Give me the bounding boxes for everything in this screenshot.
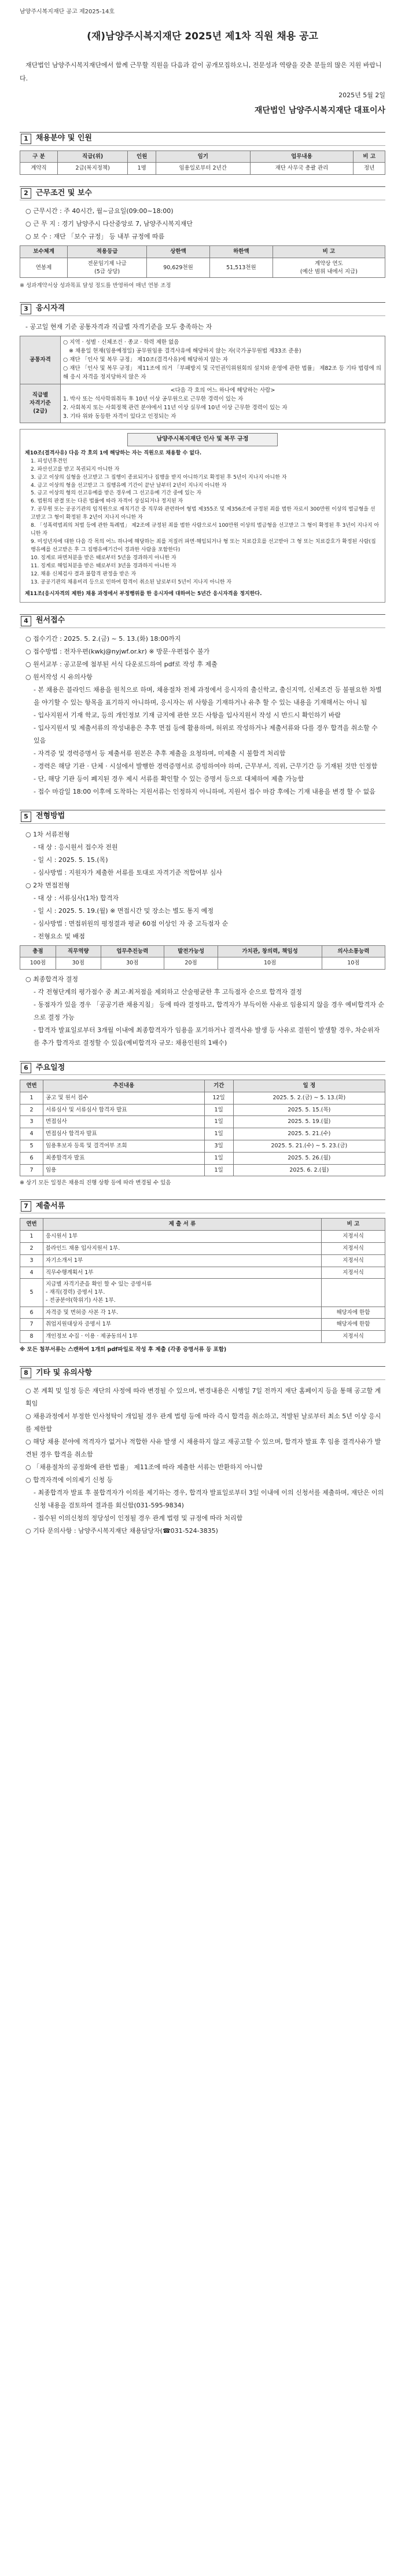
documents-note: ※ 모든 첨부서류는 스캔하여 1개의 pdf파일로 작성 후 제출 (각종 증명서류 등 포함) bbox=[20, 1346, 227, 1353]
table-cell: 1명 bbox=[128, 163, 156, 175]
section-title: 근무조건 및 보수 bbox=[36, 188, 92, 197]
table-row bbox=[20, 1267, 385, 1279]
list-item: - 일 시 : 2025. 5. 19.(월) ※ 면접시간 및 장소는 별도 통지 예정 bbox=[34, 907, 214, 915]
section-title: 전형방법 bbox=[36, 812, 65, 821]
list-item: ○ 해당 채용 분야에 적격자가 없거나 적합한 사유 발생 시 채용하지 않고 재공고할 수 있으며, 합격자 발표 후 임용 결격사유가 발견된 경우 합격을 취소함 bbox=[25, 1438, 381, 1458]
table-cell: 4 bbox=[20, 1128, 43, 1140]
table-header: 상한액 bbox=[147, 246, 210, 258]
table-header: 적용등급 bbox=[68, 246, 147, 258]
schedule-table bbox=[20, 1080, 385, 1176]
table-cell: 자기소개서 1부 bbox=[43, 1254, 322, 1267]
section-number: 7 bbox=[21, 1201, 31, 1212]
table-cell: 취업지원대상자 증명서 1부 bbox=[43, 1319, 322, 1331]
section-title: 응시자격 bbox=[36, 304, 65, 313]
grade-head: <다음 각 호의 어느 하나에 해당하는 사람> bbox=[170, 387, 275, 394]
list-item: ○ 채용과정에서 부정한 인사청탁이 개입될 경우 관계 법령 등에 따라 즉시 합격을 취소하고, 적발된 날로부터 최소 5년 이상 응시를 제한함 bbox=[25, 1412, 381, 1433]
table-cell: 계약상 연도 (예산 범위 내에서 지급) bbox=[273, 258, 385, 278]
table-row bbox=[20, 1152, 385, 1164]
table-header: 직급(위) bbox=[57, 151, 127, 163]
table-cell: 5 bbox=[20, 1279, 43, 1307]
list-item: 4. 금고 이상의 형을 선고받고 그 집행유예 기간이 끝난 날부터 2년이 지나지 아니한 자 bbox=[31, 482, 227, 489]
table-header: 연번 bbox=[20, 1219, 43, 1231]
section-number: 4 bbox=[21, 616, 31, 626]
documents-table bbox=[20, 1218, 385, 1342]
table-cell: 30점 bbox=[56, 957, 101, 970]
box-title: 남양주시복지재단 인사 및 복무 규정 bbox=[127, 433, 278, 446]
table-cell: 2025. 6. 2.(월) bbox=[233, 1164, 385, 1176]
list-item: 9. 미성년자에 대한 다음 각 목의 어느 하나에 해당하는 죄를 저질러 파면·해임되거나 형 또는 치료감호를 선고받아 그 형 또는 치료감호가 확정된 사람(집행유예를 선고받은 후 그 집행유예기간이 경과한 사람을 포함한다) bbox=[31, 539, 376, 553]
list-item: 13. 공공기관의 채용비리 등으로 인하여 합격이 취소된 날로부터 5년이 지나지 아니한 자 bbox=[31, 579, 232, 585]
section-number: 5 bbox=[21, 812, 31, 822]
list-item: - 동점자가 있을 경우 「공공기관 채용지침」 등에 따라 결정하고, 합격자가 부득이한 사유로 임용되지 않을 경우 예비합격자 순으로 결정 가능 bbox=[34, 1001, 385, 1022]
table-cell: 2급(복지정책) bbox=[57, 163, 127, 175]
table-row bbox=[20, 1319, 385, 1331]
notice-number: 남양주시복지재단 공고 제2025-14호 bbox=[20, 9, 115, 15]
table-header: 업무추진능력 bbox=[101, 945, 164, 957]
table-cell bbox=[322, 1279, 385, 1307]
table-cell: 1 bbox=[20, 1231, 43, 1243]
interview-score-table bbox=[20, 945, 385, 970]
list-item: - 입사지원서 및 제출서류의 작성내용은 추후 면접 등에 활용하며, 허위로 작성하거나 제출서류와 다를 경우 합격을 취소할 수 있음 bbox=[34, 724, 378, 744]
table-header: 기간 bbox=[204, 1080, 233, 1092]
table-row bbox=[20, 1231, 385, 1243]
table-row bbox=[20, 1331, 385, 1343]
grade-label: 직급별 자격기준 (2급) bbox=[20, 384, 61, 423]
table-cell: 1일 bbox=[204, 1128, 233, 1140]
list-item: 10. 징계로 파면처분을 받은 때로부터 5년을 경과하지 아니한 자 bbox=[31, 555, 176, 561]
table-cell: 1일 bbox=[204, 1164, 233, 1176]
table-cell: 2025. 5. 19.(월) bbox=[233, 1116, 385, 1128]
section-3-header bbox=[20, 302, 385, 316]
box-foot: 제11조(응시자격의 제한) 채용 과정에서 부정행위를 한 응시자에 대하여는 5년간 응시자격을 정지한다. bbox=[25, 590, 262, 597]
table-header: 비 고 bbox=[322, 1219, 385, 1231]
section-2-header bbox=[20, 186, 385, 200]
table-cell: 응시원서 1부 bbox=[43, 1231, 322, 1243]
table-cell: 7 bbox=[20, 1319, 43, 1331]
table-header: 총점 bbox=[20, 945, 56, 957]
common-requirements bbox=[61, 336, 385, 384]
salary-table bbox=[20, 245, 385, 278]
list-item: - 본 채용은 블라인드 채용을 원칙으로 하며, 채용절차 전체 과정에서 응시자의 출신학교, 출신지역, 신체조건 등 불필요한 차별을 야기할 수 있는 항목을 표기하지 아니하며, 응시자는 위 사항을 기재하거나 유추 할 수 있는 내용을 기재해서는 아니 됨 bbox=[34, 685, 382, 706]
table-row bbox=[20, 1279, 385, 1307]
table-header: 하한액 bbox=[209, 246, 273, 258]
signer: 재단법인 남양주시복지재단 대표이사 bbox=[254, 106, 385, 116]
table-row bbox=[20, 1092, 385, 1104]
table-cell: 10점 bbox=[218, 957, 322, 970]
work-location: ○ 근 무 지 : 경기 남양주시 다산중앙로 7, 남양주시복지재단 bbox=[25, 220, 193, 228]
table-cell: 지정서식 bbox=[322, 1242, 385, 1254]
table-header: 비 고 bbox=[354, 151, 385, 163]
qualification-table bbox=[20, 336, 385, 424]
table-cell: 2025. 5. 26.(월) bbox=[233, 1152, 385, 1164]
interview-head: ○ 2차 면접전형 bbox=[25, 881, 70, 889]
table-cell: 3 bbox=[20, 1116, 43, 1128]
table-cell: 공고 및 원서 접수 bbox=[43, 1092, 205, 1104]
notice-date: 2025년 5월 2일 bbox=[338, 91, 385, 100]
list-item: - 합격자 발표일로부터 3개월 이내에 최종합격자가 임용을 포기하거나 결격사유 발생 등 사유로 결원이 발생할 경우, 차순위자를 추가 합격자로 결정할 수 있음(예비합격자 규모: 채용인원의 1배수) bbox=[34, 1026, 380, 1047]
section-title: 제출서류 bbox=[36, 1202, 65, 1211]
section-number: 2 bbox=[21, 188, 31, 199]
table-cell: 2 bbox=[20, 1242, 43, 1254]
table-cell: 10점 bbox=[322, 957, 385, 970]
table-header: 업무내용 bbox=[250, 151, 354, 163]
table-cell: 직무수행계획서 1부 bbox=[43, 1267, 322, 1279]
list-item: 5. 금고 이상의 형의 선고유예를 받은 경우에 그 선고유예 기간 중에 있는 자 bbox=[31, 490, 202, 497]
list-item: - 접수 마감일 18:00 이후에 도착하는 지원서류는 인정하지 아니하며, 지원서 접수 마감 후에는 기재 내용을 변경 할 수 없음 bbox=[34, 787, 375, 795]
list-item: - 일 시 : 2025. 5. 15.(목) bbox=[34, 856, 108, 864]
table-cell: 면접심사 합격자 발표 bbox=[43, 1128, 205, 1140]
intro-paragraph: 재단법인 남양주시복지재단에서 함께 근무할 직원을 다음과 같이 공개모집하오니, 전문성과 역량을 갖춘 분들의 많은 지원 바랍니다. bbox=[20, 61, 382, 83]
list-item: - 경력은 해당 기관 · 단체 · 시설에서 발행한 경력증명서로 증빙하여야 하며, 근무부서, 직위, 근무기간 등 기재된 것만 인정함 bbox=[34, 762, 378, 770]
section-4-header bbox=[20, 614, 385, 628]
list-item: 12. 채용 신체검사 결과 불합격 판정을 받은 자 bbox=[31, 571, 137, 577]
table-cell: 3 bbox=[20, 1254, 43, 1267]
schedule-note: ※ 상기 모든 일정은 채용의 진행 상황 등에 따라 변경될 수 있음 bbox=[20, 1180, 171, 1187]
table-cell: 6 bbox=[20, 1152, 43, 1164]
section-8-header bbox=[20, 1366, 385, 1380]
list-item: - 입사지원서 기재 학교, 등의 개인정보 기재 금지에 관한 모든 사항을 입사지원서 작성 시 반드시 확인하기 바람 bbox=[34, 711, 341, 719]
list-item: ○ 접수기간 : 2025. 5. 2.(금) ~ 5. 13.(화) 18:00까지 bbox=[25, 634, 181, 643]
section-title: 채용분야 및 인원 bbox=[36, 134, 92, 143]
table-cell: 지급별 자격기준을 확인 할 수 있는 증명서류 - 재직(경력) 증명서 1부. - 전공분야(학위기) 사본 1부. bbox=[43, 1279, 322, 1307]
table-header: 일 정 bbox=[233, 1080, 385, 1092]
table-cell: 100점 bbox=[20, 957, 56, 970]
table-cell: 8 bbox=[20, 1331, 43, 1343]
section-number: 1 bbox=[21, 134, 31, 144]
list-item: 2. 사회복지 또는 사회정책 관련 분야에서 11년 이상 실무에 10년 이상 근무한 경력이 있는 자 bbox=[63, 404, 288, 411]
salary-line: ○ 보 수 : 재단 「보수 규정」 등 내부 규정에 따름 bbox=[25, 233, 165, 241]
table-cell: 2025. 5. 21.(수) bbox=[233, 1128, 385, 1140]
table-cell: 1일 bbox=[204, 1152, 233, 1164]
table-cell: 블라인드 채용 입사지원서 1부. bbox=[43, 1242, 322, 1254]
page-title: (재)남양주시복지재단 2025년 제1차 직원 채용 공고 bbox=[87, 30, 318, 42]
table-cell: 3일 bbox=[204, 1140, 233, 1153]
table-cell: 면접심사 bbox=[43, 1116, 205, 1128]
table-header: 가치관, 창의력, 책임성 bbox=[218, 945, 322, 957]
list-item: ○ 본 계획 및 일정 등은 재단의 사정에 따라 변경될 수 있으며, 변경내용은 시행일 7일 전까지 재단 홈페이지 등을 통해 공고할 계획임 bbox=[25, 1387, 381, 1407]
table-cell: 전문임기제 나급 (5급 상당) bbox=[68, 258, 147, 278]
table-cell: 1일 bbox=[204, 1104, 233, 1116]
box-lead: 제10조(결격사유) 다음 각 호의 1에 해당하는 자는 직원으로 채용할 수 없다. bbox=[25, 450, 202, 456]
table-cell: 임용일로부터 2년간 bbox=[156, 163, 250, 175]
list-item: ○ 재단 「인사 및 복무 규정」 제11조에 의거 「부패방지 및 국민권익위원회의 설치와 운영에 관한 법률」 제82조 등 기타 법령에 의해 응시 자격을 정지당하지 않은 자 bbox=[63, 365, 381, 381]
section-number: 3 bbox=[21, 304, 31, 314]
list-item: ○ 원서교부 : 공고문에 첨부된 서식 다운로드하여 pdf로 작성 후 제출 bbox=[25, 660, 218, 668]
table-cell: 계약직 bbox=[20, 163, 58, 175]
table-cell: 1일 bbox=[204, 1116, 233, 1128]
table-cell: 4 bbox=[20, 1267, 43, 1279]
list-item: ○ 「채용절차의 공정화에 관한 법률」 제11조에 따라 제출한 서류는 반환하지 아니함 bbox=[25, 1463, 263, 1471]
list-item: - 접수된 이의신청의 정당성이 인정될 경우 관계 법령 및 규정에 따라 처리함 bbox=[34, 1514, 243, 1522]
table-cell: 5 bbox=[20, 1140, 43, 1153]
list-item: - 자격증 및 경력증명서 등 제출서류 원본은 추후 제출을 요청하며, 미제출 시 불합격 처리함 bbox=[34, 749, 286, 757]
document-screening-head: ○ 1차 서류전형 bbox=[25, 830, 70, 838]
table-header: 직무역량 bbox=[56, 945, 101, 957]
table-row bbox=[20, 1254, 385, 1267]
section-number: 6 bbox=[21, 1063, 31, 1073]
table-cell: 지정서식 bbox=[322, 1231, 385, 1243]
table-row bbox=[20, 1164, 385, 1176]
list-item: - 단, 해당 기관 등이 폐지된 경우 제시 서류를 확인할 수 있는 증명서 등으로 대체하여 제출 가능함 bbox=[34, 775, 304, 783]
table-cell: 연봉제 bbox=[20, 258, 68, 278]
list-item: - 심사방법 : 지원자가 제출한 서류를 토대로 자격기준 적합여부 심사 bbox=[34, 868, 223, 876]
list-item: 3. 금고 이상의 실형을 선고받고 그 집행이 종료되거나 집행을 받지 아니하기로 확정된 후 5년이 지나지 아니한 자 bbox=[31, 474, 287, 480]
table-cell: 해당자에 한함 bbox=[322, 1319, 385, 1331]
section-6-header bbox=[20, 1061, 385, 1075]
table-cell: 30점 bbox=[101, 957, 164, 970]
contact-info: ○ 기타 문의사항 : 남양주시복지재단 채용담당자(☎031-524-3835) bbox=[25, 1527, 218, 1535]
table-cell: 지정서식 bbox=[322, 1254, 385, 1267]
common-label: 공통자격 bbox=[20, 336, 61, 384]
table-header: 의사소통능력 bbox=[322, 945, 385, 957]
list-item: 2. 파산선고를 받고 복권되지 아니한 자 bbox=[31, 466, 120, 472]
table-cell: 51,513천원 bbox=[209, 258, 273, 278]
list-item: - 전형요소 및 배점 bbox=[34, 932, 85, 940]
table-cell: 재단 사무국 총괄 관리 bbox=[250, 163, 354, 175]
table-header: 발전가능성 bbox=[164, 945, 218, 957]
section-title: 기타 및 유의사항 bbox=[36, 1368, 92, 1377]
list-item: 1. 박사 또는 석사학위취득 후 10년 이상 공무원으로 근무한 경력이 있는 자 bbox=[63, 395, 244, 402]
table-cell: 6 bbox=[20, 1307, 43, 1319]
table-header: 연번 bbox=[20, 1080, 43, 1092]
final-selection-head: ○ 최종합격자 결정 bbox=[25, 975, 78, 984]
list-item: ※ 채용일 현재(임용예정일) 공무원임용 결격사유에 해당하지 않는 자(국가공무원법 제33조 준용) bbox=[69, 347, 301, 354]
list-item: - 각 전형단계의 평가점수 중 최고·최저점을 제외하고 산술평균한 후 고득점자 순으로 합격자 결정 bbox=[34, 988, 302, 996]
list-item: - 심사방법 : 면접위원의 평정결과 평균 60점 이상인 자 중 고득점자 순 bbox=[34, 919, 229, 927]
table-cell: 최종합격자 발표 bbox=[43, 1152, 205, 1164]
list-item: 3. 기타 위와 동등한 자격이 있다고 인정되는 자 bbox=[63, 413, 176, 420]
list-item: - 대 상 : 응시원서 접수자 전원 bbox=[34, 843, 118, 851]
list-item: 1. 피성년후견인 bbox=[31, 458, 68, 464]
table-cell: 2025. 5. 2.(금) ~ 5. 13.(화) bbox=[233, 1092, 385, 1104]
table-cell: 서류심사 및 서류심사 합격자 발표 bbox=[43, 1104, 205, 1116]
table-row bbox=[20, 1140, 385, 1153]
table-header: 인원 bbox=[128, 151, 156, 163]
list-item: ○ 재단 「인사 및 복무 규정」 제10조(결격사유)에 해당하지 않는 자 bbox=[63, 356, 229, 363]
grade-requirements bbox=[61, 384, 385, 423]
list-item: - 대 상 : 서류심사(1차) 합격자 bbox=[34, 894, 119, 902]
table-row bbox=[20, 1242, 385, 1254]
list-item: 7. 공무원 또는 공공기관의 임직원으로 재직기간 중 직무와 관련하여 형법 제355조 및 제356조에 규정된 죄를 범한 자로서 300만원 이상의 벌금형을 선고받고 그 형이 확정된 후 2년이 지나지 아니한 자 bbox=[31, 507, 375, 521]
positions-table bbox=[20, 151, 385, 175]
table-header: 제 출 서 류 bbox=[43, 1219, 322, 1231]
list-item: 6. 법원의 판결 또는 다른 법률에 따라 자격이 상실되거나 정지된 자 bbox=[31, 498, 183, 505]
table-row bbox=[20, 1307, 385, 1319]
table-cell: 1 bbox=[20, 1092, 43, 1104]
table-cell: 2 bbox=[20, 1104, 43, 1116]
list-item: - 최종합격자 발표 후 불합격자가 이의를 제기하는 경우, 합격자 발표일로부터 3일 이내에 이의 신청서를 제출하며, 재단은 이의신청 내용을 검토하여 결과를 회신함(031-595-9834) bbox=[34, 1489, 384, 1509]
table-cell: 2025. 5. 21.(수) ~ 5. 23.(금) bbox=[233, 1140, 385, 1153]
section-1-header bbox=[20, 132, 385, 146]
table-cell: 임용 bbox=[43, 1164, 205, 1176]
table-cell: 임용후보자 등록 및 결격여부 조회 bbox=[43, 1140, 205, 1153]
table-header: 임기 bbox=[156, 151, 250, 163]
table-cell: 해당자에 한함 bbox=[322, 1307, 385, 1319]
table-cell: 2025. 5. 15.(목) bbox=[233, 1104, 385, 1116]
table-header: 구 분 bbox=[20, 151, 58, 163]
list-item: ○ 접수방법 : 전자우편(kwkj@nyjwf.or.kr) ※ 방문·우편접수 불가 bbox=[25, 647, 210, 655]
table-header: 비 고 bbox=[273, 246, 385, 258]
section-7-header bbox=[20, 1199, 385, 1213]
table-cell: 12일 bbox=[204, 1092, 233, 1104]
table-header: 보수체계 bbox=[20, 246, 68, 258]
table-cell: 7 bbox=[20, 1164, 43, 1176]
list-item: 8. 「성폭력범죄의 처벌 등에 관한 특례법」 제2조에 규정된 죄를 범한 사람으로서 100만원 이상의 벌금형을 선고받고 그 형이 확정된 후 3년이 지나지 아니한 자 bbox=[31, 523, 380, 537]
table-cell: 지정서식 bbox=[322, 1267, 385, 1279]
section-title: 주요일정 bbox=[36, 1063, 65, 1072]
salary-note: ※ 성과계약서상 성과목표 달성 정도를 반영하여 매년 연봉 조정 bbox=[20, 282, 171, 289]
table-cell: 정년 bbox=[354, 163, 385, 175]
section-5-header bbox=[20, 810, 385, 824]
table-cell: 자격증 및 면허증 사본 각 1부. bbox=[43, 1307, 322, 1319]
work-hours: ○ 근무시간 : 주 40시간, 월~금요일(09:00~18:00) bbox=[25, 207, 174, 215]
disqualification-box bbox=[20, 429, 385, 602]
table-cell: 20점 bbox=[164, 957, 218, 970]
table-cell: 지정서식 bbox=[322, 1331, 385, 1343]
table-header: 추진내용 bbox=[43, 1080, 205, 1092]
list-item: 11. 징계로 해임처분을 받은 때로부터 3년을 경과하지 아니한 자 bbox=[31, 563, 176, 569]
table-row bbox=[20, 1116, 385, 1128]
list-item: ○ 원서작성 시 유의사항 bbox=[25, 673, 93, 681]
section-title: 원서접수 bbox=[36, 616, 65, 625]
section-number: 8 bbox=[21, 1368, 31, 1378]
qualification-lead: - 공고일 현재 기준 공통자격과 직급별 자격기준을 모두 충족하는 자 bbox=[25, 322, 212, 331]
table-row bbox=[20, 1104, 385, 1116]
list-item: ○ 합격자격에 이의제기 신청 등 bbox=[25, 1476, 113, 1484]
table-row bbox=[20, 1128, 385, 1140]
list-item: ○ 지역 · 성별 · 신체조건 · 종교 · 학력 제한 없음 bbox=[63, 339, 179, 346]
table-cell: 개인정보 수집 · 이용 · 제공동의서 1부 bbox=[43, 1331, 322, 1343]
table-cell: 90,629천원 bbox=[147, 258, 210, 278]
